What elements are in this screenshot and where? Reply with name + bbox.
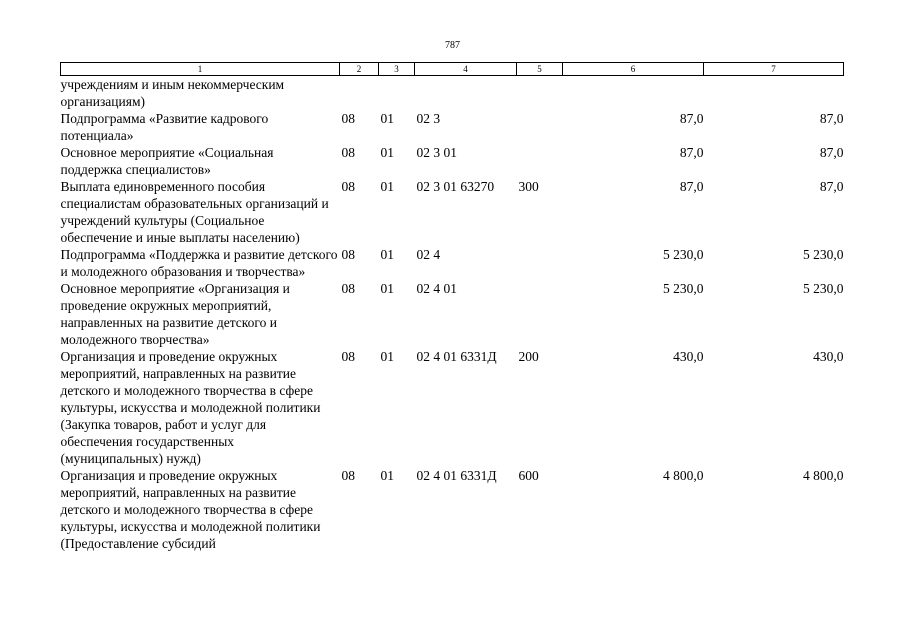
row-amount-2: 87,0: [819, 145, 844, 160]
table-row: [61, 246, 844, 280]
row-subsection: 01: [380, 179, 394, 194]
row-name: Организация и проведение окружных мероприятий, направленных на развитие детского и молодежного творчества в сфере культуры, искусства и молодежной политики (Закупка товаров, работ и услуг для обеспечения государственных (муниципальных) нужд): [60, 349, 321, 466]
row-target-article: 02 4: [416, 247, 441, 262]
row-name: Подпрограмма «Поддержка и развитие детского и молодежного образования и творчества»: [60, 247, 338, 279]
table-row: [61, 178, 844, 246]
row-section: 08: [341, 349, 355, 364]
row-amount-2: 5 230,0: [803, 247, 844, 262]
table-row: [61, 76, 844, 111]
page-number: 787: [445, 40, 460, 51]
row-name: Основное мероприятие «Организация и проведение окружных мероприятий, направленных на развитие детского и молодежного творчества»: [60, 281, 290, 347]
row-section: 08: [341, 247, 355, 262]
row-amount-1: 4 800,0: [663, 468, 704, 483]
column-header-7: 7: [704, 63, 844, 76]
row-target-article: 02 4 01: [416, 281, 457, 296]
row-expense-type: 300: [518, 179, 539, 194]
table-row: [61, 467, 844, 552]
row-amount-1: 87,0: [679, 111, 704, 126]
row-subsection: 01: [380, 247, 394, 262]
row-expense-type: [517, 76, 563, 111]
row-amount-2: [704, 76, 844, 111]
row-amount-1: [563, 76, 704, 111]
row-expense-type: [517, 246, 563, 280]
row-amount-2: 4 800,0: [803, 468, 844, 483]
row-target-article: 02 4 01 6331Д: [416, 468, 497, 483]
row-expense-type: 200: [518, 349, 539, 364]
row-section: [340, 76, 379, 111]
row-amount-2: 87,0: [819, 111, 844, 126]
row-expense-type: 600: [518, 468, 539, 483]
row-subsection: 01: [380, 349, 394, 364]
row-target-article: 02 3: [416, 111, 441, 126]
row-subsection: 01: [380, 281, 394, 296]
table-row: [61, 280, 844, 348]
row-name: Организация и проведение окружных мероприятий, направленных на развитие детского и молодежного творчества в сфере культуры, искусства и молодежной политики (Предоставление субсидий: [60, 468, 321, 551]
row-amount-2: 430,0: [813, 349, 844, 364]
column-header-2: 2: [340, 63, 379, 76]
column-header-6: 6: [563, 63, 704, 76]
row-section: 08: [341, 468, 355, 483]
row-amount-2: 87,0: [819, 179, 844, 194]
row-amount-2: 5 230,0: [803, 281, 844, 296]
row-target-article: 02 3 01: [416, 145, 457, 160]
row-section: 08: [341, 281, 355, 296]
column-header-1: 1: [61, 63, 340, 76]
row-expense-type: [517, 110, 563, 144]
row-section: 08: [341, 145, 355, 160]
column-header-5: 5: [517, 63, 563, 76]
table-row: [61, 110, 844, 144]
row-amount-1: 87,0: [679, 145, 704, 160]
row-subsection: 01: [380, 111, 394, 126]
row-name: учреждениям и иным некоммерческим организациям): [60, 77, 285, 109]
row-amount-1: 430,0: [673, 349, 704, 364]
row-subsection: 01: [380, 468, 394, 483]
row-expense-type: [517, 144, 563, 178]
row-expense-type: [517, 280, 563, 348]
row-target-article: 02 4 01 6331Д: [416, 349, 497, 364]
column-header-3: 3: [379, 63, 415, 76]
row-subsection: 01: [380, 145, 394, 160]
row-name: Подпрограмма «Развитие кадрового потенциала»: [60, 111, 269, 143]
row-target-article: 02 3 01 63270: [416, 179, 495, 194]
table-header-row: [61, 63, 844, 76]
row-amount-1: 5 230,0: [663, 247, 704, 262]
row-section: 08: [341, 111, 355, 126]
row-amount-1: 87,0: [679, 179, 704, 194]
column-header-4: 4: [415, 63, 517, 76]
row-name: Выплата единовременного пособия специалистам образовательных организаций и учреждений культуры (Социальное обеспечение и иные выплаты населению): [60, 179, 329, 245]
row-subsection: [379, 76, 415, 111]
row-amount-1: 5 230,0: [663, 281, 704, 296]
row-section: 08: [341, 179, 355, 194]
row-target-article: [415, 76, 517, 111]
table-row: [61, 144, 844, 178]
budget-table: [60, 62, 844, 552]
table-row: [61, 348, 844, 467]
row-name: Основное мероприятие «Социальная поддержка специалистов»: [60, 145, 274, 177]
